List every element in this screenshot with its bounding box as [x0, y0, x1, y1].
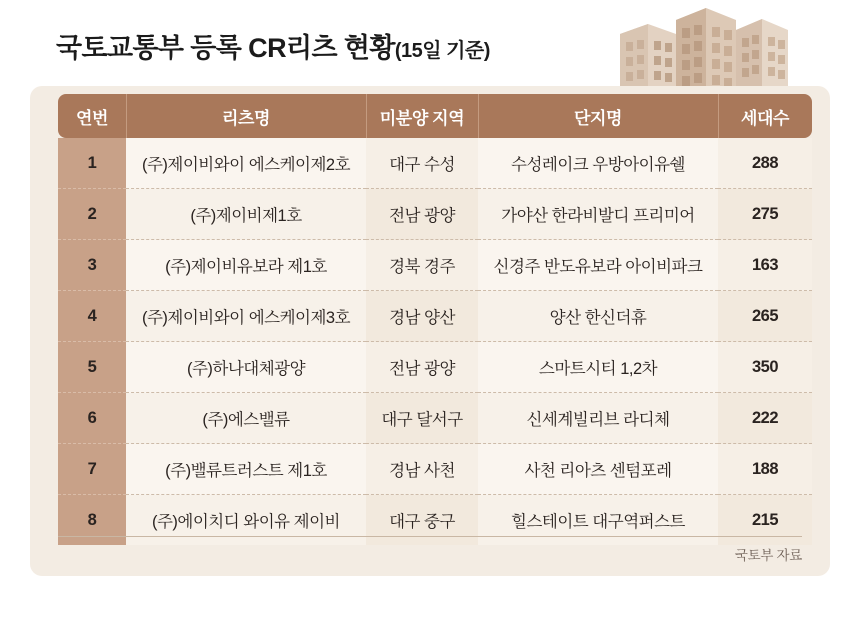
cell-units: 163: [718, 240, 812, 291]
cell-no: 8: [58, 495, 126, 546]
cell-reit-name: (주)에이치디 와이유 제이비: [126, 495, 366, 546]
cell-reit-name: (주)제이비유보라 제1호: [126, 240, 366, 291]
column-header-reit-name: 리츠명: [126, 94, 366, 138]
source-divider: [58, 536, 802, 537]
cell-reit-name: (주)에스밸류: [126, 393, 366, 444]
cell-no: 7: [58, 444, 126, 495]
table-row: [58, 138, 812, 189]
cell-units: 188: [718, 444, 812, 495]
cell-area: 경남 양산: [366, 291, 478, 342]
cell-units: 350: [718, 342, 812, 393]
column-header-complex: 단지명: [478, 94, 718, 138]
cell-no: 3: [58, 240, 126, 291]
table-row: [58, 393, 812, 444]
source-label: 국토부 자료: [734, 548, 802, 563]
table-row: [58, 444, 812, 495]
cell-no: 4: [58, 291, 126, 342]
table-row: [58, 240, 812, 291]
cell-reit-name: (주)제이비와이 에스케이제3호: [126, 291, 366, 342]
cell-reit-name: (주)제이비와이 에스케이제2호: [126, 138, 366, 189]
cr-reits-table-area: [58, 94, 802, 545]
cell-units: 215: [718, 495, 812, 546]
cell-units: 288: [718, 138, 812, 189]
table-body: [58, 138, 812, 545]
cell-complex: 스마트시티 1,2차: [478, 342, 718, 393]
cell-area: 대구 수성: [366, 138, 478, 189]
cell-reit-name: (주)밸류트러스트 제1호: [126, 444, 366, 495]
cell-area: 경북 경주: [366, 240, 478, 291]
column-header-area: 미분양 지역: [366, 94, 478, 138]
cell-complex: 가야산 한라비발디 프리미어: [478, 189, 718, 240]
cell-area: 전남 광양: [366, 189, 478, 240]
cell-no: 2: [58, 189, 126, 240]
cell-complex: 신경주 반도유보라 아이비파크: [478, 240, 718, 291]
cell-area: 대구 달서구: [366, 393, 478, 444]
table-row: [58, 291, 812, 342]
column-header-units: 세대수: [718, 94, 812, 138]
cell-reit-name: (주)제이비제1호: [126, 189, 366, 240]
page-title-sub: (15일 기준): [394, 40, 490, 62]
cell-complex: 수성레이크 우방아이유쉘: [478, 138, 718, 189]
cell-area: 대구 중구: [366, 495, 478, 546]
cell-no: 1: [58, 138, 126, 189]
cell-units: 275: [718, 189, 812, 240]
page-title-main: 국토교통부 등록 CR리츠 현황: [56, 33, 395, 63]
cell-no: 6: [58, 393, 126, 444]
column-header-no: 연번: [58, 94, 126, 138]
cell-reit-name: (주)하나대체광양: [126, 342, 366, 393]
cell-area: 경남 사천: [366, 444, 478, 495]
table-row: [58, 495, 812, 546]
table-row: [58, 189, 812, 240]
cell-no: 5: [58, 342, 126, 393]
buildings-illustration-icon: [614, 6, 794, 92]
cell-complex: 양산 한신더휴: [478, 291, 718, 342]
cell-complex: 힐스테이트 대구역퍼스트: [478, 495, 718, 546]
cell-units: 222: [718, 393, 812, 444]
table-header-row: [58, 94, 812, 138]
page-title: [56, 26, 490, 65]
table-row: [58, 342, 812, 393]
cell-complex: 사천 리아츠 센텀포레: [478, 444, 718, 495]
cell-units: 265: [718, 291, 812, 342]
cr-reits-table: [58, 94, 812, 545]
cell-complex: 신세계빌리브 라디체: [478, 393, 718, 444]
cell-area: 전남 광양: [366, 342, 478, 393]
